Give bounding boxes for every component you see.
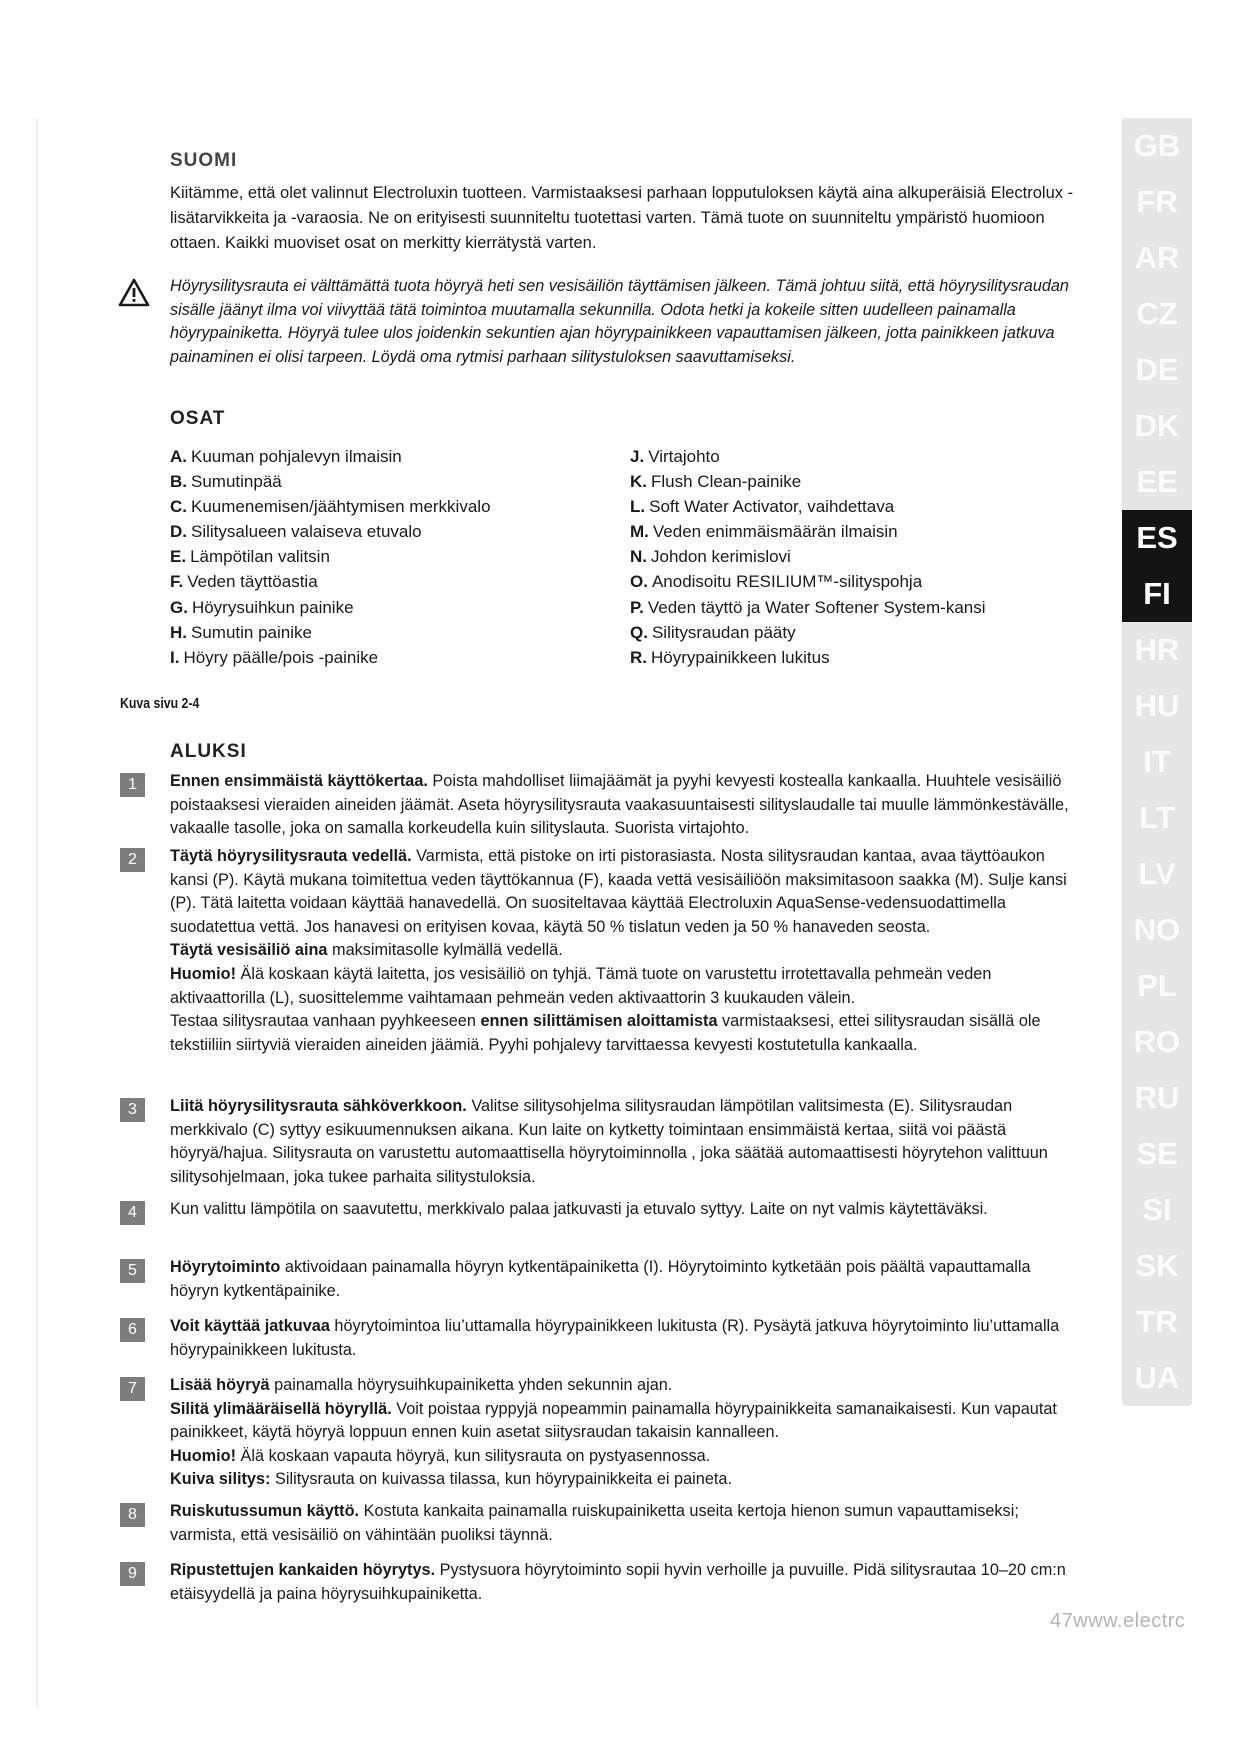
part-letter: P. — [630, 597, 644, 617]
part-item — [630, 569, 1090, 594]
step-5 — [170, 1256, 1080, 1303]
step-badge-3: 3 — [120, 1098, 145, 1122]
part-item — [630, 494, 1090, 519]
part-item — [170, 645, 600, 670]
part-letter: F. — [170, 572, 184, 592]
step-7-dry-body: Silitysrauta on kuivassa tilassa, kun höyrypainikkeita ei paineta. — [270, 1470, 732, 1489]
step-3-body: Valitse silitysohjelma silitysraudan lämpötilan valitsimesta (E). Silitysraudan merkkivalo (C) syttyy esikuumennuksen aikana. Kun laite on kytketty toimintaan ensimmäistä kertaa, siitä voi päästä höyryä/hajua. Silitysrauta on varustettu automaattisella höyrytoiminnolla , joka säätää automaattisesti höyrytehon valittuun silitysohjelmaan, joka tukee parhaita silitystuloksia. — [170, 1097, 1048, 1186]
step-8-body: Kostuta kankaita painamalla ruiskupainiketta useita kertoja hienon sumun vapauttamiseksi; varmista, että vesisäiliö on vähintään puoliksi täynnä. — [170, 1502, 1019, 1544]
part-letter: R. — [630, 647, 647, 667]
lang-tab-no[interactable]: NO — [1133, 912, 1181, 947]
part-item — [170, 444, 600, 469]
section-title-aluksi: ALUKSI — [170, 741, 247, 762]
part-letter: L. — [630, 497, 646, 517]
step-7 — [170, 1374, 1080, 1492]
warning-notice: Höyrysilitysrauta ei välttämättä tuota höyryä heti sen vesisäiliön täyttämisen jälkeen. Tämä johtuu siitä, että höyrysilitysraudan sisälle jäänyt ilma voi viivyttää tätä toimintoa muutamalla sekunnilla. Odota hetki ja kokeile sitten uudelleen painamalla höyrypainiketta. Höyryä tulee ulos joidenkin sekuntien ajan höyrypainikkeen vapauttamisen jälkeen, jotta painikkeen jatkuva painaminen ei olisi tarpeen. Löydä oma rytmisi parhaan silitystuloksen saavuttamiseksi. — [170, 277, 1069, 366]
step-6-body: höyrytoimintoa liu’uttamalla höyrypainikkeen lukitusta (R). Pysäytä jatkuva höyrytoiminto liu’uttamalla höyrypainikkeen lukitusta. — [170, 1317, 1060, 1359]
step-badge-5: 5 — [120, 1259, 145, 1283]
part-label: Sumutin painike — [191, 622, 312, 642]
part-label: Soft Water Activator, vaihdettava — [649, 497, 895, 517]
part-letter: K. — [630, 472, 647, 492]
lang-tab-lv[interactable]: LV — [1138, 856, 1176, 891]
step-7-extra-steam-heading: Silitä ylimääräisellä höyryllä. — [170, 1399, 392, 1418]
lang-tab-hr[interactable]: HR — [1134, 632, 1180, 667]
step-badge-9: 9 — [120, 1562, 145, 1586]
part-letter: M. — [630, 522, 649, 542]
lang-tab-pl[interactable]: PL — [1137, 968, 1177, 1003]
lang-tab-fr[interactable]: FR — [1136, 184, 1178, 219]
lang-tab-ua[interactable]: UA — [1134, 1360, 1180, 1395]
part-letter: E. — [170, 547, 187, 567]
step-9 — [170, 1559, 1080, 1606]
step-badge-2: 2 — [120, 848, 145, 872]
part-label: Silitysraudan pääty — [651, 622, 796, 642]
lang-tab-lt[interactable]: LT — [1139, 800, 1175, 835]
part-letter: O. — [630, 572, 648, 592]
step-7-note-body: Älä koskaan vapauta höyryä, kun silitysrauta on pystyasennossa. — [236, 1446, 711, 1465]
part-letter: D. — [170, 522, 187, 542]
lang-tab-it[interactable]: IT — [1143, 744, 1171, 779]
warning-triangle-icon — [118, 278, 150, 308]
part-label: Veden täyttö ja Water Softener System-kansi — [647, 597, 986, 617]
parts-list-left — [170, 444, 600, 670]
step-7-body: painamalla höyrysuihkupainiketta yhden sekunnin ajan. — [269, 1376, 673, 1394]
part-item — [630, 444, 1090, 469]
lang-tab-tr[interactable]: TR — [1136, 1304, 1178, 1339]
step-7-dry-heading: Kuiva silitys: — [170, 1470, 271, 1489]
step-badge-1: 1 — [120, 773, 145, 797]
part-letter: B. — [170, 472, 187, 492]
lang-tab-es[interactable]: ES — [1122, 510, 1192, 566]
part-item — [630, 519, 1090, 544]
part-item — [170, 469, 600, 494]
step-5-heading: Höyrytoiminto — [170, 1258, 281, 1276]
lang-tab-gb[interactable]: GB — [1133, 128, 1181, 163]
step-7-extra-steam-body: Voit poistaa ryppyjä nopeammin painamalla höyrypainikkeita samanaikaisesti. Kun vapautat painikkeet, käytä höyryä loppuun ennen kuin asetat siitysraudan takaisin kannalleen. — [170, 1399, 1057, 1442]
step-7-heading: Lisää höyryä — [170, 1376, 270, 1394]
part-label: Höyrysuihkun painike — [191, 597, 354, 617]
lang-tab-de[interactable]: DE — [1135, 352, 1179, 387]
part-label: Silitysalueen valaiseva etuvalo — [191, 522, 422, 542]
step-8-heading: Ruiskutussumun käyttö. — [170, 1502, 360, 1520]
part-letter: G. — [170, 597, 188, 617]
part-label: Lämpötilan valitsin — [190, 547, 330, 567]
section-title-osat: OSAT — [170, 408, 226, 429]
step-4 — [170, 1198, 1080, 1222]
part-letter: N. — [630, 547, 647, 567]
figure-reference: Kuva sivu 2-4 — [120, 695, 200, 712]
lang-tab-ee[interactable]: EE — [1136, 464, 1178, 499]
part-label: Kuuman pohjalevyn ilmaisin — [191, 447, 402, 466]
intro-paragraph: Kiitämme, että olet valinnut Electroluxin tuotteen. Varmistaaksesi parhaan lopputuloksen käytä aina alkuperäisiä Electrolux -lisätarvikkeita ja -varaosia. Ne on erityisesti suunniteltu tuotettasi varten. Tämä tuote on suunniteltu ympäristö huomioon ottaen. Kaikki muoviset osat on merkitty kierrätystä varten. — [170, 184, 1074, 252]
step-badge-8: 8 — [120, 1503, 145, 1527]
step-2 — [170, 845, 1080, 1057]
step-badge-7: 7 — [120, 1377, 145, 1401]
step-9-heading: Ripustettujen kankaiden höyrytys. — [170, 1561, 436, 1579]
lang-tab-hu[interactable]: HU — [1134, 688, 1180, 723]
lang-tab-fi[interactable]: FI — [1122, 566, 1192, 622]
lang-tab-ro[interactable]: RO — [1133, 1024, 1181, 1059]
step-2-fill-body: maksimitasolle kylmällä vedellä. — [327, 941, 563, 960]
step-badge-6: 6 — [120, 1318, 145, 1342]
step-6-heading: Voit käyttää jatkuvaa — [170, 1317, 330, 1335]
part-item — [170, 569, 600, 594]
part-label: Höyrypainikkeen lukitus — [651, 647, 830, 667]
part-item — [170, 494, 600, 519]
part-letter: I. — [170, 647, 180, 667]
part-letter: A. — [170, 447, 187, 466]
step-2-test-b: varmistaaksesi, ettei silitysraudan sisällä ole tekstiiliin siirtyviä vieraiden aineiden jäämiä. Pyyhi pohjalevy tarvittaessa kevyesti kostutetulla kankaalla. — [170, 1012, 1041, 1054]
part-label: Veden enimmäismäärän ilmaisin — [652, 522, 898, 542]
page-footer: 47www.electrc — [1050, 1610, 1186, 1632]
step-2-test-heading: ennen silittämisen aloittamista — [480, 1012, 718, 1031]
step-1-heading: Ennen ensimmäistä käyttökertaa. — [170, 772, 428, 790]
step-2-body: Varmista, että pistoke on irti pistorasiasta. Nosta silitysraudan kantaa, avaa täyttöaukon kansi (P). Käytä mukana toimitettua veden täyttökannua (F), kaada vettä vesisäiliöön maksimitasoon saakka (M). Sulje kansi (P). Tätä laitetta voidaan käyttää hanavedellä. On suositeltavaa käyttää Electroluxin AquaSense-vedensuodattimella suodatettua vettä. Jos hanavesi on erityisen kovaa, käytä 50 % tislatun veden ja 50 % hanaveden seosta. — [170, 847, 1067, 936]
part-letter: C. — [170, 497, 187, 517]
step-4-body: Kun valittu lämpötila on saavutettu, merkkivalo palaa jatkuvasti ja etuvalo syttyy. Laite on nyt valmis käytettäväksi. — [170, 1200, 988, 1218]
section-title-suomi: SUOMI — [170, 150, 238, 171]
step-2-heading: Täytä höyrysilitysrauta vedellä. — [170, 847, 412, 865]
part-letter: Q. — [630, 622, 648, 642]
part-letter: J. — [630, 447, 645, 466]
part-label: Johdon kerimislovi — [651, 547, 791, 567]
lang-tab-se[interactable]: SE — [1136, 1136, 1178, 1171]
part-label: Höyry päälle/pois -painike — [183, 647, 379, 667]
lang-tab-cz[interactable]: CZ — [1136, 296, 1178, 331]
step-2-test-a: Testaa silitysrautaa vanhaan pyyhkeeseen — [170, 1012, 481, 1031]
part-label: Virtajohto — [648, 447, 720, 466]
part-item — [630, 645, 1090, 670]
part-label: Veden täyttöastia — [187, 572, 318, 592]
step-1-body: Poista mahdolliset liimajäämät ja pyyhi kevyesti kostealla kankaalla. Huuhtele vesisäiliö poistaaksesi vieraiden aineiden jäämät. Aseta höyrysilitysrauta vaakasuuntaisesti silityslaudalle tai muulle lämmönkestävälle, vakaalle tasolle, joka on samalla korkeudella kuin silityslauta. Suorista virtajohto. — [170, 772, 1069, 838]
step-7-note-heading: Huomio! — [170, 1446, 237, 1465]
part-item — [170, 620, 600, 645]
part-item — [170, 544, 600, 569]
part-item — [170, 519, 600, 544]
step-3 — [170, 1095, 1080, 1189]
step-5-body: aktivoidaan painamalla höyryn kytkentäpainiketta (I). Höyrytoiminto kytketään pois päältä vapauttamalla höyryn kytkentäpainike. — [170, 1258, 1031, 1300]
step-badge-4: 4 — [120, 1201, 145, 1225]
part-label: Kuumenemisen/jäähtymisen merkkivalo — [191, 497, 491, 517]
step-3-heading: Liitä höyrysilitysrauta sähköverkkoon. — [170, 1097, 467, 1115]
lang-tab-sk[interactable]: SK — [1135, 1248, 1179, 1283]
step-1 — [170, 770, 1080, 841]
parts-list-right — [630, 444, 1090, 670]
language-tabs — [1122, 118, 1192, 1406]
part-label: Sumutinpää — [191, 472, 282, 492]
part-item — [170, 595, 600, 620]
lang-tab-si[interactable]: SI — [1142, 1192, 1172, 1227]
step-2-note-body: Älä koskaan käytä laitetta, jos vesisäiliö on tyhjä. Tämä tuote on varustettu irrotettavalla pehmeän veden aktivaattorilla (L), suosittelemme vaihtamaan pehmeän veden aktivaattorin 3 kuukauden välein. — [170, 964, 992, 1007]
lang-tab-ar[interactable]: AR — [1134, 240, 1180, 275]
lang-tab-ru[interactable]: RU — [1134, 1080, 1180, 1115]
lang-tab-dk[interactable]: DK — [1134, 408, 1180, 443]
page-edge — [36, 118, 38, 1708]
part-label: Flush Clean-painike — [651, 472, 802, 492]
part-item — [630, 544, 1090, 569]
step-9-body: Pystysuora höyrytoiminto sopii hyvin verhoille ja puvuille. Pidä silitysrautaa 10–20 cm:n etäisyydellä ja paina höyrysuihkupainiketta. — [170, 1561, 1066, 1603]
part-item — [630, 595, 1090, 620]
part-label: Anodisoitu RESILIUM™-silityspohja — [651, 572, 923, 592]
step-2-fill-heading: Täytä vesisäiliö aina — [170, 941, 328, 960]
part-item — [630, 469, 1090, 494]
part-item — [630, 620, 1090, 645]
step-6 — [170, 1315, 1080, 1362]
step-2-note-heading: Huomio! — [170, 964, 237, 983]
step-8 — [170, 1500, 1080, 1547]
part-letter: H. — [170, 622, 187, 642]
